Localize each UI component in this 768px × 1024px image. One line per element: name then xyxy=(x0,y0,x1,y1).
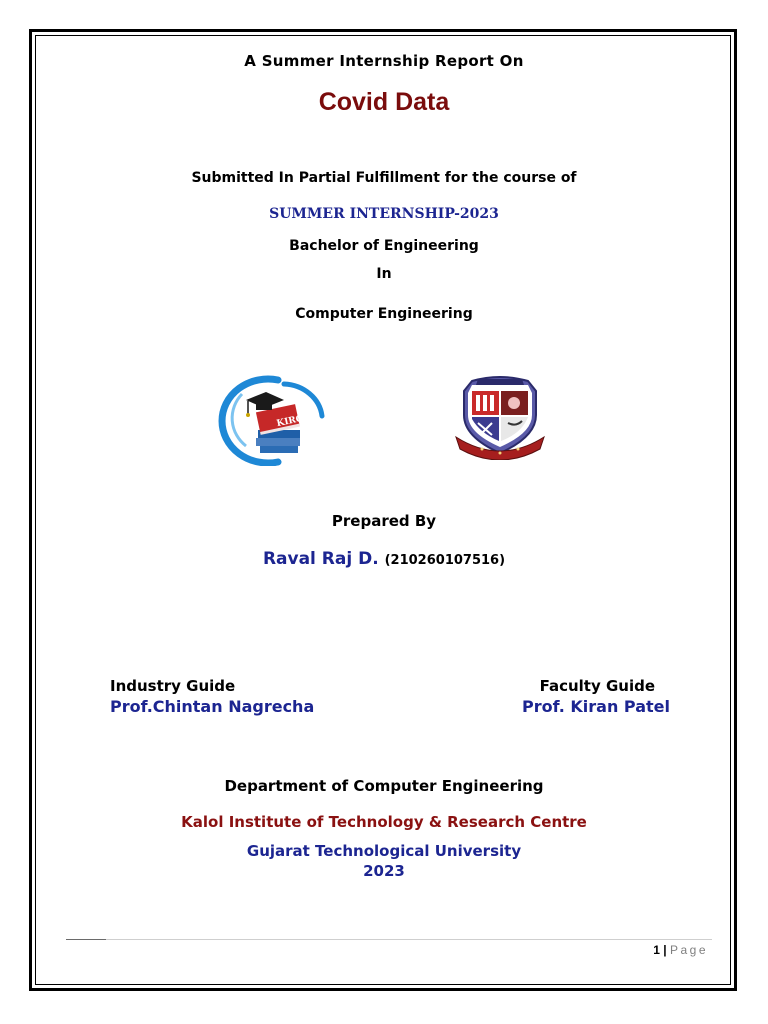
author-line xyxy=(0,549,768,569)
author-name: Raval Raj D. xyxy=(262,549,379,569)
footer-rule xyxy=(66,939,712,940)
page-number-separator: | xyxy=(663,943,667,957)
kirc-logo-text: KIRC xyxy=(275,413,305,430)
university-name: Gujarat Technological University xyxy=(246,842,522,860)
page-number xyxy=(653,943,708,957)
in-word: In xyxy=(376,266,392,282)
kirc-logo-icon xyxy=(218,372,330,466)
course-name: SUMMER INTERNSHIP-2023 xyxy=(269,206,499,222)
faculty-guide-name: Prof. Kiran Patel xyxy=(522,697,670,716)
submitted-line: Submitted In Partial Fulfillment for the course of xyxy=(191,170,577,186)
page-word: Page xyxy=(669,943,708,957)
author-enrollment: (210260107516) xyxy=(384,553,506,568)
faculty-guide-label: Faculty Guide xyxy=(539,677,655,695)
industry-guide-label: Industry Guide xyxy=(110,677,236,695)
report-year: 2023 xyxy=(363,862,405,880)
degree-name: Bachelor of Engineering xyxy=(289,238,479,254)
industry-guide-name: Prof.Chintan Nagrecha xyxy=(110,697,315,716)
report-title: Covid Data xyxy=(318,88,450,116)
branch-name: Computer Engineering xyxy=(295,306,473,322)
department-name: Department of Computer Engineering xyxy=(224,777,544,795)
gtu-crest-icon xyxy=(452,375,548,460)
report-heading: A Summer Internship Report On xyxy=(244,52,524,70)
page-number-value: 1 xyxy=(653,943,660,957)
prepared-by-label: Prepared By xyxy=(331,512,437,530)
college-name: Kalol Institute of Technology & Research Centre xyxy=(181,813,587,831)
footer-rule-accent xyxy=(66,939,106,940)
